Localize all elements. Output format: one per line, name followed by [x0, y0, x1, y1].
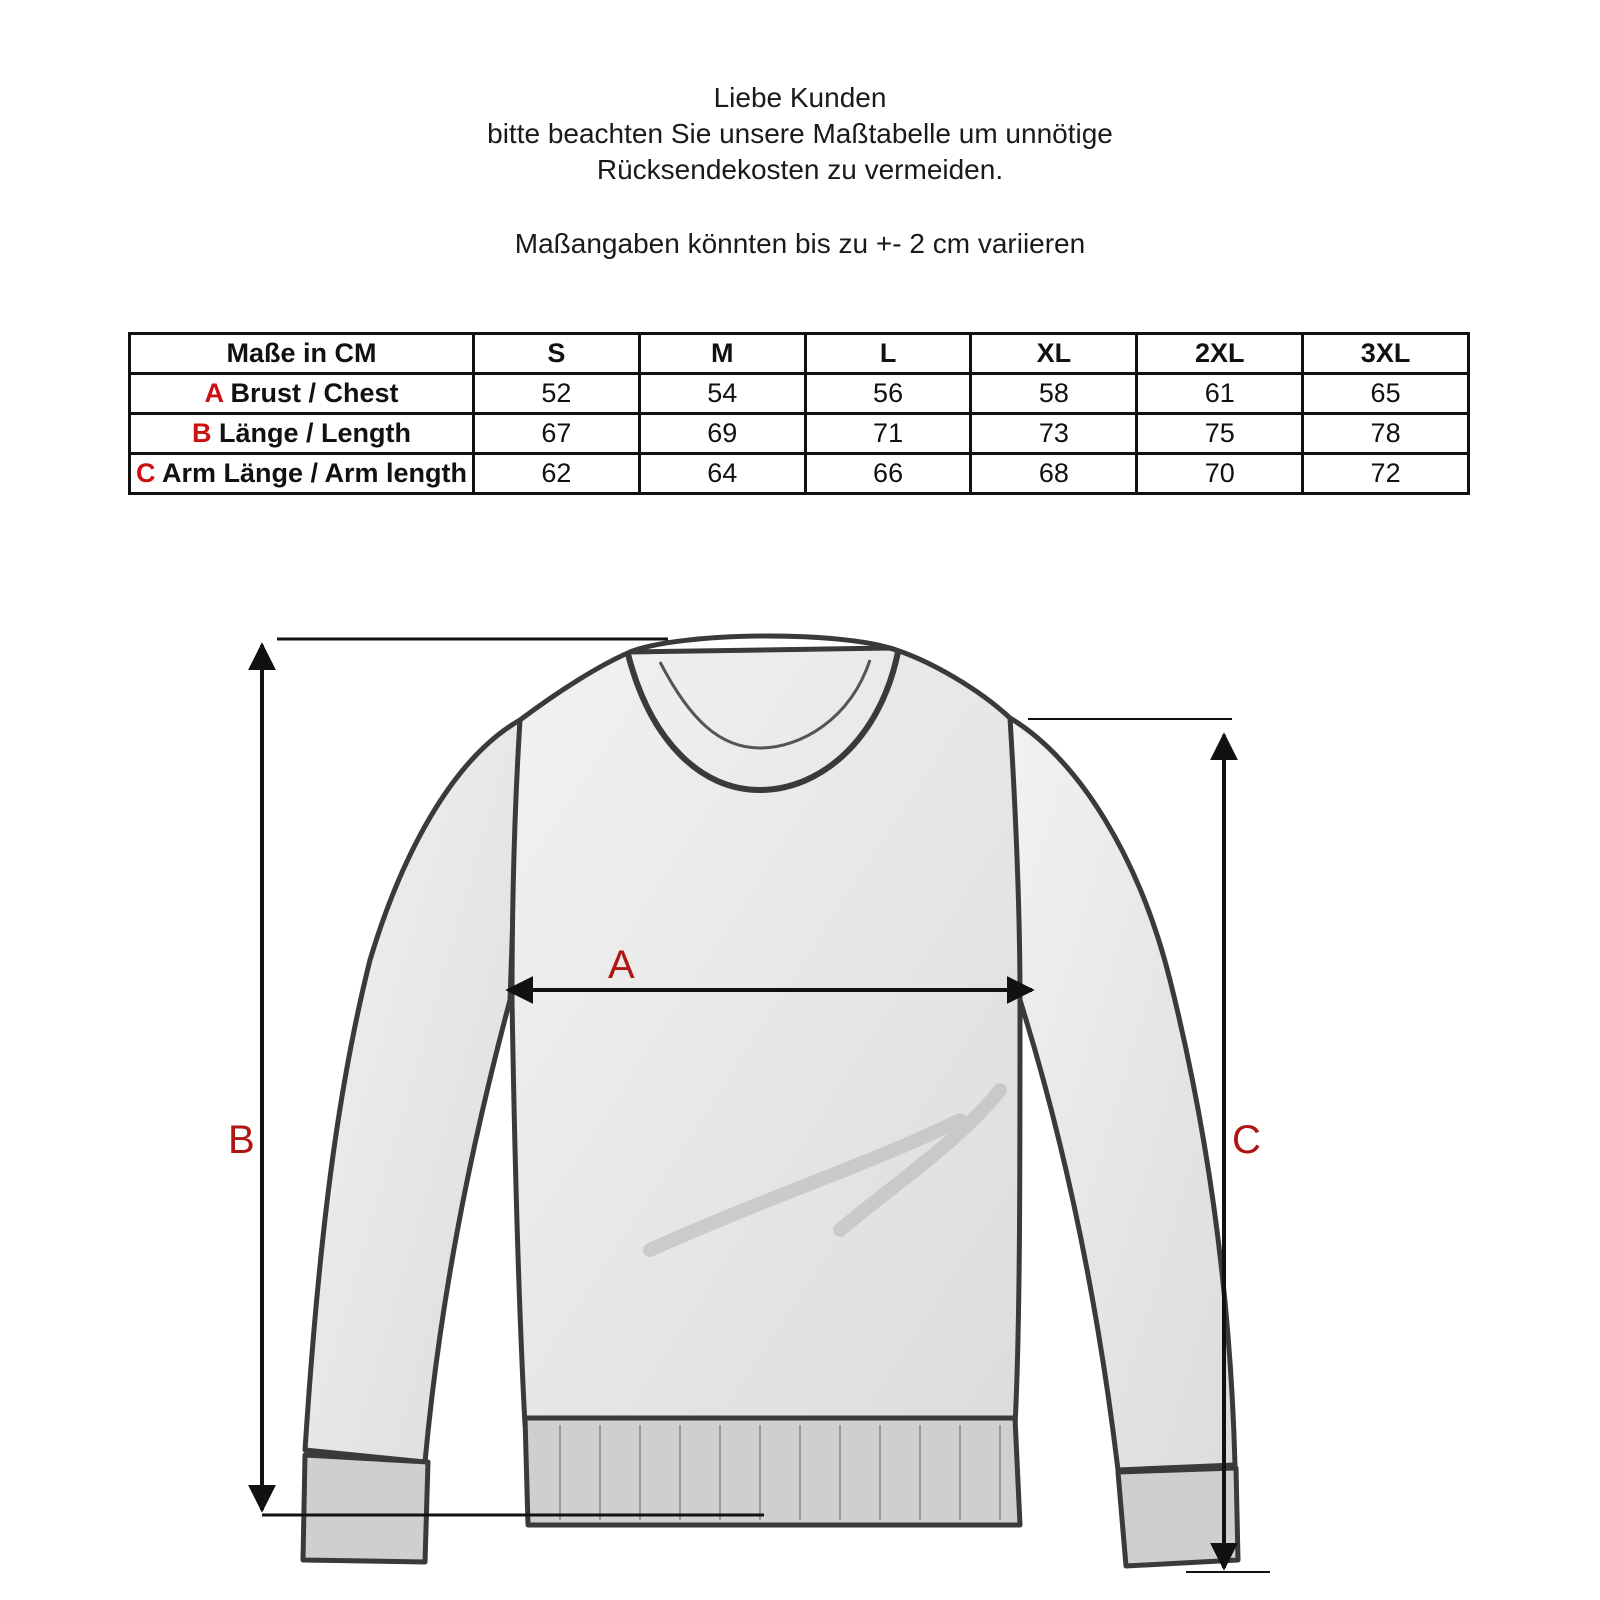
table-cell: 65 — [1303, 374, 1469, 414]
tolerance-note: Maßangaben könnten bis zu +- 2 cm variieren — [514, 228, 1086, 259]
table-row — [130, 374, 1469, 414]
table-cell: 52 — [474, 374, 640, 414]
table-header-row — [130, 334, 1469, 374]
table-cell: 70 — [1137, 454, 1303, 494]
label-c: C — [1232, 1118, 1261, 1162]
sweater-illustration — [303, 648, 1238, 1566]
table-cell: 62 — [474, 454, 640, 494]
left-sleeve — [305, 720, 520, 1462]
right-sleeve — [1010, 718, 1235, 1470]
table-row — [130, 454, 1469, 494]
size-header: M — [639, 334, 805, 374]
row-label-text: Länge / Length — [211, 418, 411, 448]
row-label-text: Brust / Chest — [222, 378, 399, 408]
right-cuff — [1118, 1468, 1238, 1566]
table-cell: 69 — [639, 414, 805, 454]
size-header: L — [805, 334, 971, 374]
sweater-measurement-diagram — [0, 560, 1600, 1600]
table-cell: 54 — [639, 374, 805, 414]
intro-line-1: Liebe Kunden — [713, 82, 887, 113]
intro-line-3: Rücksendekosten zu vermeiden. — [596, 154, 1004, 185]
row-label — [130, 454, 474, 494]
table-cell: 75 — [1137, 414, 1303, 454]
size-table — [128, 332, 1470, 495]
row-letter: A — [204, 378, 223, 408]
table-cell: 58 — [971, 374, 1137, 414]
table-cell: 67 — [474, 414, 640, 454]
table-cell: 72 — [1303, 454, 1469, 494]
table-cell: 78 — [1303, 414, 1469, 454]
size-header: S — [474, 334, 640, 374]
intro-line-2: bitte beachten Sie unsere Maßtabelle um unnötige — [487, 118, 1113, 149]
label-a: A — [608, 943, 635, 987]
row-label — [130, 374, 474, 414]
table-cell: 68 — [971, 454, 1137, 494]
sweater-body — [512, 648, 1020, 1425]
row-label — [130, 414, 474, 454]
header-label: Maße in CM — [130, 334, 474, 374]
size-header: 2XL — [1137, 334, 1303, 374]
label-b: B — [228, 1118, 255, 1162]
intro-text — [300, 80, 1300, 188]
table-cell: 56 — [805, 374, 971, 414]
table-cell: 66 — [805, 454, 971, 494]
table-cell: 71 — [805, 414, 971, 454]
table-cell: 61 — [1137, 374, 1303, 414]
table-cell: 64 — [639, 454, 805, 494]
left-cuff — [303, 1455, 428, 1562]
row-label-text: Arm Länge / Arm length — [155, 458, 468, 488]
size-header: 3XL — [1303, 334, 1469, 374]
row-letter: B — [192, 418, 212, 448]
table-row — [130, 414, 1469, 454]
size-header: XL — [971, 334, 1137, 374]
table-cell: 73 — [971, 414, 1137, 454]
row-letter: C — [135, 458, 156, 488]
